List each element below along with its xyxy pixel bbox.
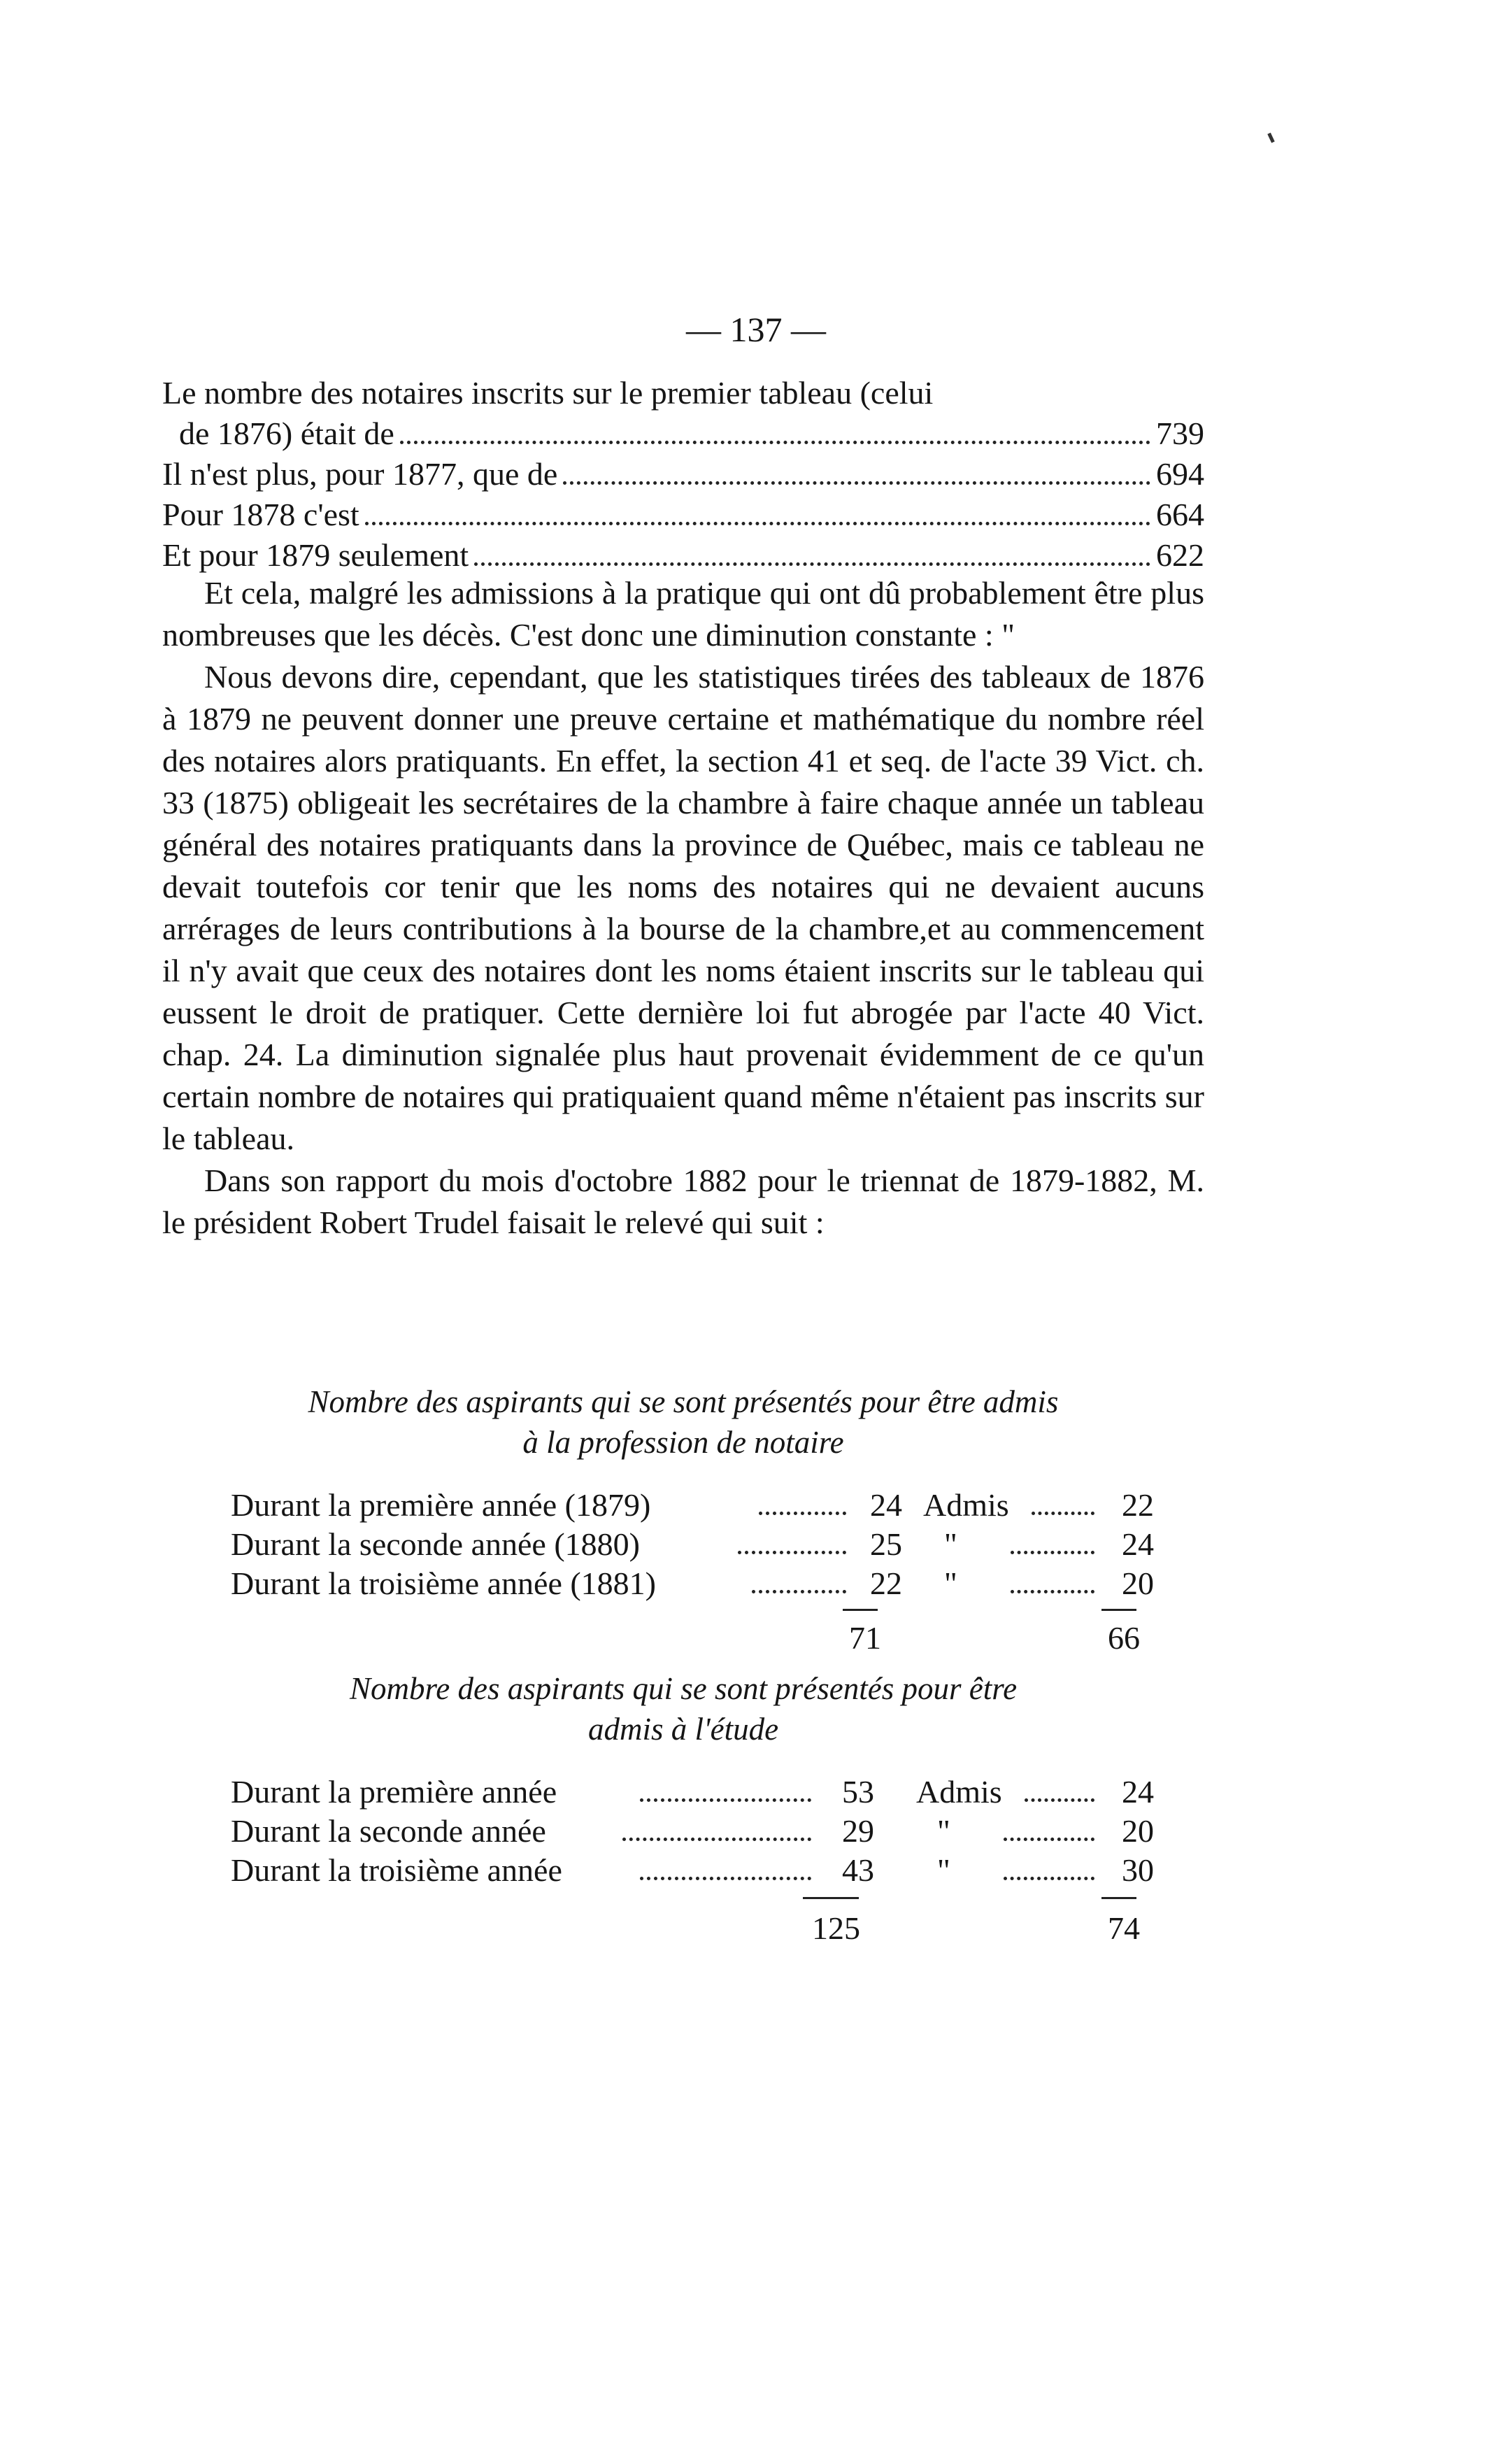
intro-block <box>162 372 1204 575</box>
sum-rule <box>1101 1897 1136 1899</box>
admitted-count: 30 <box>1122 1852 1154 1888</box>
table2-total-presented: 125 <box>812 1910 860 1946</box>
intro-row-label: de 1876) était de <box>179 415 394 451</box>
page-number: — 137 — <box>686 310 826 349</box>
table-row <box>231 1565 1154 1604</box>
admitted-count: 22 <box>1122 1487 1154 1523</box>
admitted-count: 24 <box>1122 1774 1154 1810</box>
ditto-mark: " <box>937 1852 950 1888</box>
dot-leader <box>474 562 1150 566</box>
paragraph: Et cela, malgré les admissions à la pratique qui ont dû probablement être plus nombreuses que les décès. C'est donc une diminution constante : " <box>162 575 1204 653</box>
presented-count: 22 <box>870 1565 902 1601</box>
table2-total-admitted: 74 <box>1108 1910 1140 1946</box>
dot-leader <box>752 1590 846 1593</box>
table-row <box>231 1773 1154 1812</box>
paragraph: Dans son rapport du mois d'octobre 1882 pour le triennat de 1879-1882, M. le président Robert Trudel faisait le relevé qui suit : <box>162 1163 1204 1240</box>
dot-leader <box>738 1551 846 1554</box>
table1-heading-line: à la profession de notaire <box>522 1425 844 1460</box>
intro-row-value: 664 <box>1156 497 1204 532</box>
table1-total-presented: 71 <box>849 1620 881 1656</box>
sum-rule <box>1101 1609 1136 1611</box>
paragraph: Nous devons dire, cependant, que les statistiques tirées des tableaux de 1876 à 1879 ne peuvent donner une preuve certaine et mathématique du nombre réel des notaires alors pratiquants. En effet, la section 41 et seq. de l'acte 39 Vict. ch. 33 (1875) obligeait les secrétaires de la chambre à faire chaque année un tableau général des notaires pratiquants dans la province de Québec, mais ce tableau ne devait toutefois cor tenir que les noms des notaires qui ne devaient aucuns arrérages de leurs contributions à la bourse de la chambre,et au commencement il n'y avait que ceux des notaires dont les noms étaient inscrits sur le tableau qui eussent le droit de pratiquer. Cette dernière loi fut abrogée par l'acte 40 Vict. chap. 24. La diminution signalée plus haut provenait évidemment de ce qu'un certain nombre de notaires qui pratiquaient quand même n'étaient pas inscrits sur le tableau. <box>162 659 1204 1156</box>
scan-speck <box>1267 133 1274 143</box>
row-label: Durant la seconde année <box>231 1813 546 1849</box>
dot-leader <box>1004 1877 1094 1880</box>
dot-leader <box>1025 1798 1094 1802</box>
table-row <box>231 1526 1154 1565</box>
table1 <box>231 1486 1154 1604</box>
dot-leader <box>640 1877 811 1880</box>
dot-leader <box>640 1798 811 1802</box>
sum-rule <box>843 1609 878 1611</box>
intro-row-value: 622 <box>1156 537 1204 573</box>
intro-row-value: 694 <box>1156 456 1204 492</box>
presented-count: 25 <box>870 1526 902 1562</box>
row-label: Durant la première année <box>231 1774 557 1810</box>
intro-row <box>162 413 1204 453</box>
intro-row-label: Il n'est plus, pour 1877, que de <box>162 456 558 492</box>
table2-heading-line: admis à l'étude <box>587 1712 779 1747</box>
admitted-count: 20 <box>1122 1565 1154 1601</box>
presented-count: 53 <box>842 1774 874 1810</box>
row-label: Durant la seconde année (1880) <box>231 1526 640 1562</box>
table-row <box>231 1486 1154 1526</box>
body-text <box>162 572 1204 1244</box>
ditto-mark: " <box>944 1565 957 1601</box>
dot-leader <box>759 1512 846 1515</box>
admis-label: Admis <box>916 1774 1002 1810</box>
row-label: Durant la troisième année (1881) <box>231 1565 656 1601</box>
presented-count: 29 <box>842 1813 874 1849</box>
ditto-mark: " <box>937 1813 950 1849</box>
dot-leader <box>563 481 1150 485</box>
table1-heading-line: Nombre des aspirants qui se sont présentés pour être admis <box>308 1384 1059 1419</box>
intro-row <box>162 534 1204 575</box>
table2-heading <box>162 1668 1204 1749</box>
dot-leader <box>365 522 1150 525</box>
intro-row-value: 739 <box>1156 415 1204 451</box>
intro-row <box>162 494 1204 534</box>
admitted-count: 24 <box>1122 1526 1154 1562</box>
dot-leader <box>1011 1551 1094 1554</box>
presented-count: 24 <box>870 1487 902 1523</box>
sum-rule <box>803 1897 859 1899</box>
table-row <box>231 1852 1154 1891</box>
intro-line: Le nombre des notaires inscrits sur le premier tableau (celui <box>162 375 934 411</box>
dot-leader <box>1011 1590 1094 1593</box>
dot-leader <box>1032 1512 1094 1515</box>
intro-row-label: Et pour 1879 seulement <box>162 537 469 573</box>
dot-leader <box>622 1838 811 1841</box>
intro-row-label: Pour 1878 c'est <box>162 497 359 532</box>
intro-row <box>162 453 1204 494</box>
table1-heading <box>162 1381 1204 1463</box>
table2-heading-line: Nombre des aspirants qui se sont présentés pour être <box>349 1671 1018 1706</box>
row-label: Durant la première année (1879) <box>231 1487 651 1523</box>
table2 <box>231 1773 1154 1891</box>
ditto-mark: " <box>944 1526 957 1562</box>
table-row <box>231 1812 1154 1852</box>
row-label: Durant la troisième année <box>231 1852 562 1888</box>
dot-leader <box>400 441 1150 444</box>
dot-leader <box>1004 1838 1094 1841</box>
presented-count: 43 <box>842 1852 874 1888</box>
admis-label: Admis <box>923 1487 1009 1523</box>
admitted-count: 20 <box>1122 1813 1154 1849</box>
table1-total-admitted: 66 <box>1108 1620 1140 1656</box>
